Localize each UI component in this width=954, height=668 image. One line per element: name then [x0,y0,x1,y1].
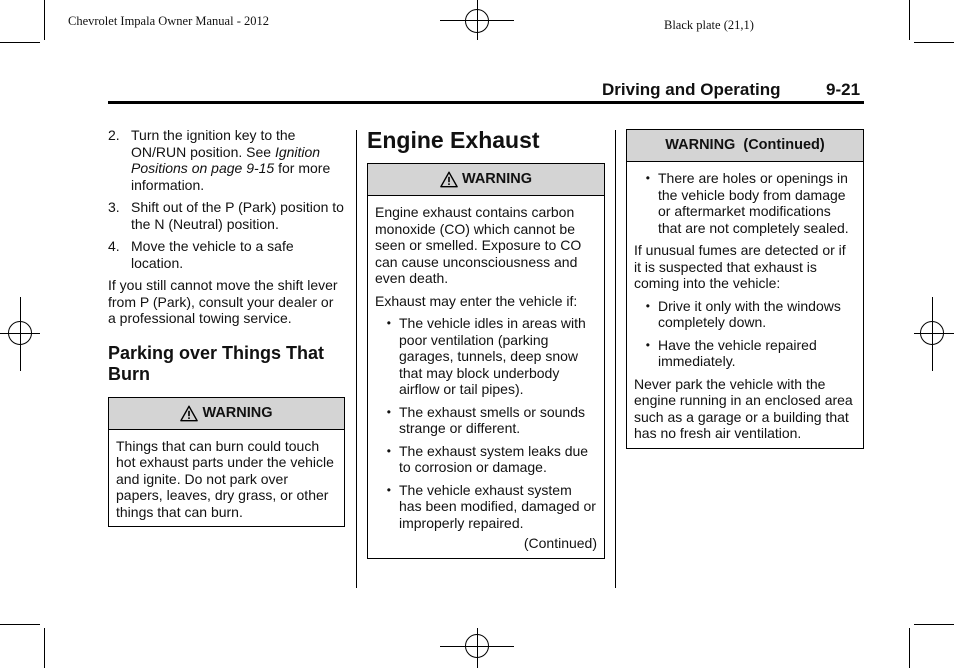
list-item: • Drive it only with the windows completely down. [634,298,856,331]
subsection-heading: Parking over Things That Burn [108,342,325,384]
list-item: • The exhaust system leaks due to corrosion or damage. [375,443,597,476]
step-number: 3. [108,199,120,215]
step-text: Shift out of the P (Park) position to the N (Neutral) position. [131,199,344,232]
crop-mark [44,0,45,40]
bullet-list [375,315,597,531]
bullet-icon: • [645,298,650,313]
continued-label: (Continued) [523,535,597,551]
warning-text: Exhaust may enter the vehicle if: [375,292,578,309]
list-item: • The exhaust smells or sounds strange or different. [375,404,597,437]
bullet-list [634,298,856,370]
warning-triangle-icon [180,405,198,422]
warning-title: WARNING [461,171,533,188]
crop-mark [909,628,910,668]
warning-box-continued [626,129,864,449]
section-title: Driving and Operating [602,80,781,99]
bullet-icon: • [386,316,391,330]
warning-box [108,397,345,528]
crop-mark [909,0,910,40]
step-item [108,238,345,271]
plate-label: Black plate (21,1) [664,18,754,32]
list-item: • Have the vehicle repaired immediately. [634,337,856,370]
paragraph: If you still cannot move the shift lever from P (Park), consult your dealer or a professional towing service. [108,277,338,326]
warning-header [627,130,863,162]
bullet-icon: • [386,482,391,497]
step-text: Turn the ignition key to the ON/RUN position. See [131,127,296,160]
step-text: Move the vehicle to a safe location. [131,238,294,271]
step-text: for more information. [131,160,331,193]
warning-text: If unusual fumes are detected or if it is suspected that exhaust is coming into the vehicle: [634,242,846,291]
warning-text: Never park the vehicle with the engine running in an enclosed area such as a garage or a building that has no fresh air ventilation. [634,375,853,441]
list-item: • There are holes or openings in the vehicle body from damage or aftermarket modifications that are not completely sealed. [634,170,856,236]
warning-triangle-icon [440,171,458,188]
warning-text: Things that can burn could touch hot exhaust parts under the vehicle and ignite. Do not park over papers, leaves, dry grass, or other things that can burn. [116,437,334,520]
warning-text: Engine exhaust contains carbon monoxide (CO) which cannot be seen or smelled. Exposure to CO can cause unconsciousness and even death. [375,204,582,286]
warning-header [109,398,344,430]
list-item: • The vehicle idles in areas with poor ventilation (parking garages, tunnels, deep snow that may block underbody airflow or tail pipes). [375,315,597,398]
step-item [108,127,345,193]
header-rule [108,101,864,104]
manual-title: Chevrolet Impala Owner Manual - 2012 [68,14,269,28]
step-number: 4. [108,238,120,254]
step-number: 2. [108,127,120,143]
crop-mark [0,624,40,625]
crop-mark [914,624,954,625]
column-divider [356,130,357,588]
bullet-icon: • [386,404,391,419]
column-divider [615,130,616,588]
crop-mark [0,42,40,43]
warning-box [367,163,605,559]
crop-mark [914,42,954,43]
bullet-list [634,170,856,236]
column-right [626,129,864,449]
page-number: 9-21 [826,80,861,99]
warning-title: WARNING [202,404,273,421]
list-item: • The vehicle exhaust system has been modified, damaged or improperly repaired. [375,482,597,532]
section-heading: Engine Exhaust [367,127,540,153]
bullet-icon: • [386,443,391,458]
warning-header [368,164,604,196]
bullet-icon: • [645,171,650,185]
bullet-icon: • [645,337,650,352]
step-item [108,199,345,232]
column-left [108,127,345,527]
cross-reference-link[interactable]: Ignition Positions on page 9-15 [131,143,321,176]
column-middle [367,127,605,559]
crop-mark [44,628,45,668]
warning-title: WARNING (Continued) [665,137,825,154]
